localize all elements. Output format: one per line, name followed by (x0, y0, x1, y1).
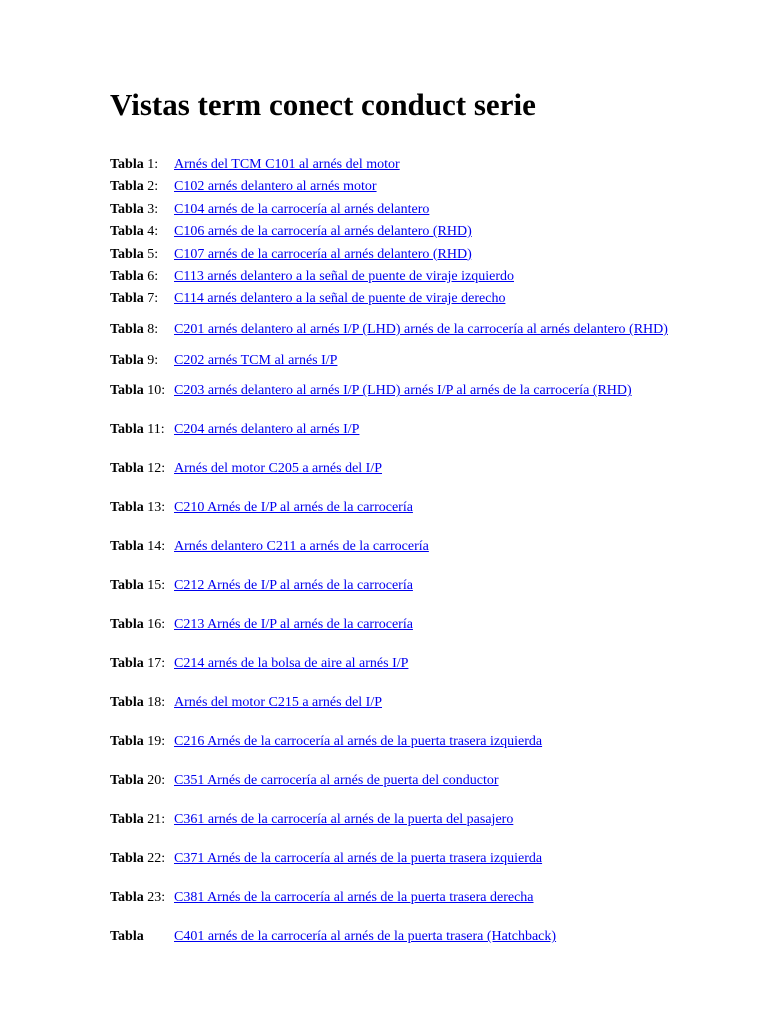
table-number: 5: (147, 246, 159, 262)
table-label (110, 288, 174, 310)
table-link-cell (174, 645, 668, 684)
table-number: 19: (147, 734, 166, 750)
table-label (110, 684, 174, 723)
table-number: 23: (147, 890, 166, 906)
table-link[interactable]: C371 Arnés de la carrocería al arnés de la puerta trasera izquierda (174, 851, 543, 867)
table-link[interactable]: C106 arnés de la carrocería al arnés delantero (RHD) (174, 224, 472, 240)
table-word: Tabla (110, 812, 144, 828)
table-number: 11: (147, 422, 165, 438)
table-link-cell (174, 288, 668, 310)
toc-row (110, 879, 668, 918)
table-word: Tabla (110, 929, 144, 945)
table-label (110, 176, 174, 198)
table-link-cell (174, 801, 668, 840)
table-link[interactable]: C104 arnés de la carrocería al arnés delantero (174, 201, 430, 217)
table-word: Tabla (110, 500, 144, 516)
table-link-cell (174, 372, 668, 411)
table-number: 6: (147, 268, 159, 284)
table-number: 2: (147, 179, 159, 195)
table-link[interactable]: Arnés del motor C215 a arnés del I/P (174, 695, 383, 711)
table-link[interactable]: C381 Arnés de la carrocería al arnés de la puerta trasera derecha (174, 890, 534, 906)
table-number: 18: (147, 695, 166, 711)
table-word: Tabla (110, 321, 144, 337)
table-link[interactable]: C204 arnés delantero al arnés I/P (174, 422, 360, 438)
table-number: 10: (147, 383, 166, 399)
table-label (110, 244, 174, 266)
toc-row (110, 645, 668, 684)
table-label (110, 266, 174, 288)
table-number: 14: (147, 539, 166, 555)
toc-row (110, 567, 668, 606)
table-label (110, 645, 174, 684)
table-link[interactable]: C213 Arnés de I/P al arnés de la carrocería (174, 617, 413, 633)
toc-row (110, 311, 668, 350)
table-number: 1: (147, 156, 159, 172)
table-label (110, 567, 174, 606)
table-number: 20: (147, 773, 166, 789)
table-link[interactable]: Arnés delantero C211 a arnés de la carrocería (174, 539, 429, 555)
toc-row (110, 723, 668, 762)
table-label (110, 311, 174, 350)
table-link-cell (174, 528, 668, 567)
table-label (110, 350, 174, 372)
table-label (110, 840, 174, 879)
toc-row (110, 176, 668, 198)
table-link-cell (174, 762, 668, 801)
toc-row (110, 606, 668, 645)
table-link-cell (174, 411, 668, 450)
table-link[interactable]: C202 arnés TCM al arnés I/P (174, 352, 338, 368)
table-label (110, 918, 174, 957)
table-link[interactable]: C102 arnés delantero al arnés motor (174, 179, 377, 195)
toc-row (110, 801, 668, 840)
table-link[interactable]: C113 arnés delantero a la señal de puente de viraje izquierdo (174, 268, 515, 284)
table-word: Tabla (110, 268, 144, 284)
table-label (110, 221, 174, 243)
table-link-cell (174, 723, 668, 762)
table-link-cell (174, 918, 668, 957)
table-word: Tabla (110, 578, 144, 594)
table-link[interactable]: Arnés del TCM C101 al arnés del motor (174, 156, 400, 172)
toc-row (110, 684, 668, 723)
table-word: Tabla (110, 695, 144, 711)
toc-row (110, 288, 668, 310)
table-number: 15: (147, 578, 166, 594)
table-word: Tabla (110, 890, 144, 906)
table-label (110, 879, 174, 918)
table-label (110, 450, 174, 489)
table-link-cell (174, 840, 668, 879)
table-link[interactable]: C212 Arnés de I/P al arnés de la carrocería (174, 578, 413, 594)
toc-row (110, 350, 668, 372)
table-label (110, 762, 174, 801)
table-link[interactable]: C203 arnés delantero al arnés I/P (LHD) arnés I/P al arnés de la carrocería (RHD) (174, 383, 632, 399)
toc-row (110, 450, 668, 489)
document-page (110, 86, 670, 957)
table-number: 9: (147, 352, 159, 368)
toc-row (110, 221, 668, 243)
table-link-cell (174, 350, 668, 372)
table-word: Tabla (110, 246, 144, 262)
table-link-cell (174, 154, 668, 176)
toc-row (110, 154, 668, 176)
table-number: 17: (147, 656, 166, 672)
table-number: 22: (147, 851, 166, 867)
table-link-cell (174, 606, 668, 645)
table-number: 12: (147, 461, 166, 477)
table-link[interactable]: C107 arnés de la carrocería al arnés delantero (RHD) (174, 246, 472, 262)
table-word: Tabla (110, 383, 144, 399)
table-label (110, 372, 174, 411)
table-word: Tabla (110, 656, 144, 672)
table-label (110, 199, 174, 221)
table-word: Tabla (110, 539, 144, 555)
table-link-cell (174, 176, 668, 198)
table-link[interactable]: C210 Arnés de I/P al arnés de la carrocería (174, 500, 413, 516)
table-label (110, 411, 174, 450)
table-link-cell (174, 567, 668, 606)
table-word: Tabla (110, 156, 144, 172)
table-number: 8: (147, 321, 159, 337)
table-link[interactable]: C216 Arnés de la carrocería al arnés de la puerta trasera izquierda (174, 734, 543, 750)
toc-row (110, 244, 668, 266)
table-label (110, 801, 174, 840)
table-link-cell (174, 244, 668, 266)
table-word: Tabla (110, 617, 144, 633)
table-link-cell (174, 221, 668, 243)
table-of-contents (110, 154, 668, 957)
table-label (110, 528, 174, 567)
toc-row (110, 840, 668, 879)
table-word: Tabla (110, 773, 144, 789)
table-word: Tabla (110, 851, 144, 867)
page-title: Vistas term conect conduct serie (110, 87, 536, 122)
table-link-cell (174, 311, 668, 350)
table-word: Tabla (110, 422, 144, 438)
toc-row (110, 411, 668, 450)
table-link-cell (174, 450, 668, 489)
table-link[interactable]: C214 arnés de la bolsa de aire al arnés I/P (174, 656, 409, 672)
table-word: Tabla (110, 291, 144, 307)
table-link[interactable]: C401 arnés de la carrocería al arnés de la puerta trasera (Hatchback) (174, 929, 557, 945)
table-link-cell (174, 266, 668, 288)
table-link[interactable]: C361 arnés de la carrocería al arnés de la puerta del pasajero (174, 812, 514, 828)
table-link-cell (174, 199, 668, 221)
table-label (110, 723, 174, 762)
table-number: 16: (147, 617, 166, 633)
table-word: Tabla (110, 461, 144, 477)
toc-body (110, 154, 668, 957)
table-word: Tabla (110, 201, 144, 217)
table-label (110, 154, 174, 176)
table-number: 13: (147, 500, 166, 516)
table-link-cell (174, 684, 668, 723)
table-number: 7: (147, 291, 159, 307)
toc-row (110, 489, 668, 528)
table-number: 3: (147, 201, 159, 217)
table-link[interactable]: C351 Arnés de carrocería al arnés de puerta del conductor (174, 773, 499, 789)
toc-row (110, 199, 668, 221)
toc-row (110, 528, 668, 567)
toc-row (110, 918, 668, 957)
table-link-cell (174, 879, 668, 918)
table-link[interactable]: C114 arnés delantero a la señal de puente de viraje derecho (174, 291, 506, 307)
table-label (110, 606, 174, 645)
toc-row (110, 762, 668, 801)
table-link[interactable]: C201 arnés delantero al arnés I/P (LHD) arnés de la carrocería al arnés delantero (RHD) (174, 321, 668, 337)
table-link-cell (174, 489, 668, 528)
table-number: 4: (147, 224, 159, 240)
table-word: Tabla (110, 224, 144, 240)
table-word: Tabla (110, 352, 144, 368)
table-word: Tabla (110, 179, 144, 195)
table-link[interactable]: Arnés del motor C205 a arnés del I/P (174, 461, 383, 477)
table-label (110, 489, 174, 528)
table-word: Tabla (110, 734, 144, 750)
table-number: 21: (147, 812, 166, 828)
toc-row (110, 266, 668, 288)
toc-row (110, 372, 668, 411)
